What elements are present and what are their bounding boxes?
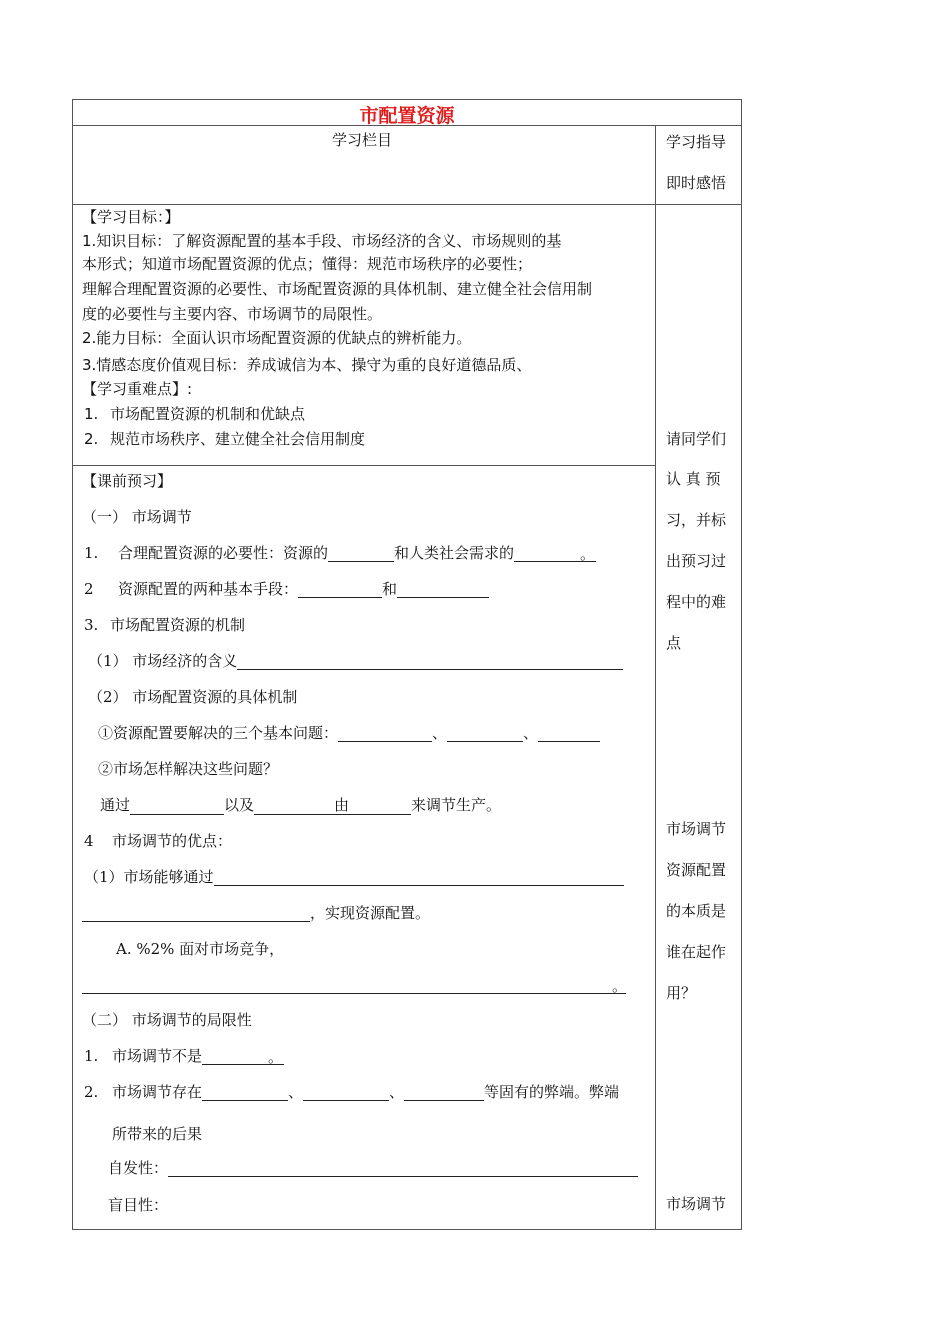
blank-field[interactable] [447,725,523,742]
sidebar-note-2-line-3: 的本质是 [666,902,727,920]
question-3-2a-text: ①资源配置要解决的三个基本问题： [98,724,339,742]
blank-field[interactable] [338,725,432,742]
question-3-number: 3. [84,616,99,634]
blank-field[interactable] [254,798,334,815]
question-4-A-end: 。 [612,977,628,995]
key-point-2-number: 2. [84,430,99,448]
sidebar-note-2-line-4: 谁在起作 [666,943,727,961]
main-column-header: 学习栏目 [332,131,393,149]
limitation-2-text-a: 市场调节存在 [112,1083,203,1101]
question-4-1-text: （1）市场能够通过 [84,868,214,886]
limitation-1-text: 市场调节不是 [112,1047,203,1065]
question-3-1-text: （1） 市场经济的含义 [88,652,238,670]
spontaneity-label: 自发性： [108,1159,169,1177]
table-bottom-border [72,1229,742,1230]
goal-emotion: 3.情感态度价值观目标：养成诚信为本、操守为重的良好道德品质、 [82,356,532,374]
question-3-2c-d: 来调节生产。 [411,796,502,814]
blank-field[interactable] [130,798,224,815]
sidebar-note-1-line-4: 出预习过 [666,552,727,570]
question-3-2b: ②市场怎样解决这些问题？ [98,760,279,778]
sidebar-note-1-line-2: 认 真 预 [666,470,721,488]
sidebar-note-3-line-1: 市场调节 [666,1195,727,1213]
question-4-1-cont [82,904,430,922]
key-point-2: 规范市场秩序、建立健全社会信用制度 [110,430,366,448]
goal-knowledge-4: 度的必要性与主要内容、市场调节的局限性。 [82,305,383,323]
blank-field[interactable] [214,869,624,886]
question-2 [118,580,489,598]
page-title: 市配置资源 [359,105,455,127]
preview-heading: 【课前预习】 [82,472,173,490]
question-2-number: 2 [84,580,94,598]
question-4-A: A. %2% 面对市场竞争， [116,940,285,958]
question-3-2c [100,796,501,815]
question-1-text-b: 和人类社会需求的 [394,544,515,562]
table-right-border [741,99,742,1230]
separator: 、 [389,1083,405,1101]
blank-field[interactable] [202,1084,288,1101]
goal-knowledge-1: 1.知识目标：了解资源配置的基本手段、市场经济的含义、市场规则的基 [82,232,562,250]
question-1-end: 。 [580,545,596,563]
separator: 、 [288,1083,304,1101]
key-points-heading: 【学习重难点】: [82,380,193,398]
blank-field[interactable] [349,798,411,815]
question-4-1-cont-text: ，实现资源配置。 [310,904,431,922]
blank-field[interactable] [397,581,489,598]
blank-field[interactable] [298,581,382,598]
sidebar-note-1-line-3: 习，并标 [666,511,727,529]
goals-heading: 【学习目标：】 [82,208,180,226]
blank-field[interactable] [82,905,310,922]
sidebar-note-2-line-5: 用？ [666,984,697,1002]
table-top-border [72,99,742,100]
side-column-header-1: 学习指导 [666,133,727,151]
question-2-text-a: 资源配置的两种基本手段： [118,580,299,598]
blank-field[interactable] [328,545,394,562]
goal-ability: 2.能力目标：全面认识市场配置资源的优缺点的辨析能力。 [82,329,472,347]
header-row-divider [72,204,742,205]
goals-row-divider [72,465,656,466]
blindness-label: 盲目性： [108,1196,169,1214]
section-1-title: （一） 市场调节 [82,508,192,526]
limitation-2-consequence: 所带来的后果 [112,1125,203,1143]
blank-field[interactable] [404,1084,484,1101]
sidebar-note-1-line-1: 请同学们 [666,430,727,448]
limitation-1-number: 1. [84,1047,99,1065]
key-point-1: 市场配置资源的机制和优缺点 [110,405,306,423]
goal-knowledge-2: 本形式；知道市场配置资源的优点；懂得：规范市场秩序的必要性； [82,255,533,273]
question-3-2c-b: 以及 [224,796,255,814]
limitation-2 [112,1083,619,1101]
question-3-2a [98,724,600,742]
goal-knowledge-3: 理解合理配置资源的必要性、市场配置资源的具体机制、建立健全社会信用制 [82,280,593,298]
question-3-2c-a: 通过 [100,796,131,814]
key-point-1-number: 1. [84,405,99,423]
limitation-1-end: 。 [268,1048,284,1066]
question-3-2c-c: 由 [334,796,350,814]
separator: 、 [523,724,539,742]
blank-field[interactable] [514,545,580,562]
sidebar-note-1-line-5: 程中的难 [666,593,727,611]
question-3-1 [88,652,623,670]
sidebar-note-1-line-6: 点 [666,634,682,652]
spontaneity-row [108,1159,638,1177]
question-1-text-a: 合理配置资源的必要性：资源的 [118,544,329,562]
question-2-text-b: 和 [382,580,398,598]
question-4: 市场调节的优点： [112,832,233,850]
question-1 [118,544,596,562]
limitation-2-text-b: 等固有的弊端。弊端 [484,1083,620,1101]
limitation-1 [112,1047,284,1065]
limitation-2-number: 2. [84,1083,99,1101]
question-1-number: 1. [84,544,99,562]
sidebar-note-2-line-1: 市场调节 [666,820,727,838]
table-left-border [72,99,73,1230]
blank-field[interactable] [202,1048,268,1065]
blank-field[interactable] [538,725,600,742]
question-3-2: （2） 市场配置资源的具体机制 [88,688,298,706]
blank-field[interactable] [82,977,612,994]
question-4-number: 4 [84,832,94,850]
side-column-header-2: 即时感悟 [666,174,727,192]
blank-field[interactable] [168,1160,638,1177]
question-4-A-line [82,976,626,994]
question-3: 市场配置资源的机制 [110,616,246,634]
blank-field[interactable] [237,653,623,670]
question-4-1 [84,868,624,886]
section-2-title: （二） 市场调节的局限性 [82,1011,252,1029]
separator: 、 [432,724,448,742]
column-divider [655,125,656,1230]
sidebar-note-2-line-2: 资源配置 [666,861,727,879]
blank-field[interactable] [303,1084,389,1101]
